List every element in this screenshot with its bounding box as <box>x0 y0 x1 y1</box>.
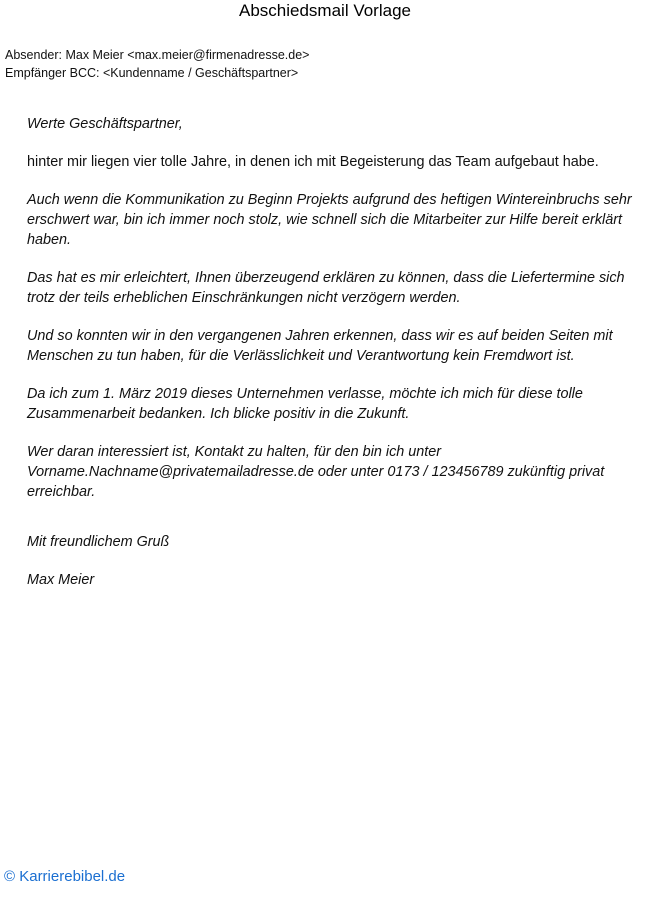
email-header <box>5 46 309 82</box>
page-title: Abschiedsmail Vorlage <box>239 1 411 20</box>
closing: Mit freundlichem Gruß <box>27 534 170 550</box>
paragraph-3: Das hat es mir erleichtert, Ihnen überzeugend erklären zu können, dass die Liefertermine sich trotz der teils erheblichen Einschränkungen nicht verzögern werden. <box>27 270 625 306</box>
recipient-line: Empfänger BCC: <Kundenname / Geschäftspartner> <box>5 66 299 80</box>
paragraph-6: Wer daran interessiert ist, Kontakt zu halten, für den bin ich unter Vorname.Nachname@privatemailadresse.de oder unter 0173 / 123456789 zukünftig privat erreichbar. <box>27 444 605 500</box>
paragraph-2: Auch wenn die Kommunikation zu Beginn Projekts aufgrund des heftigen Wintereinbruchs sehr erschwert war, bin ich immer noch stolz, wie schnell sich die Mitarbeiter zur Hilfe bereit erklärt haben. <box>27 192 632 248</box>
paragraph-5: Da ich zum 1. März 2019 dieses Unternehmen verlasse, möchte ich mich für diese tolle Zusammenarbeit bedanken. Ich blicke positiv in die Zukunft. <box>27 386 583 422</box>
sender-line: Absender: Max Meier <max.meier@firmenadresse.de> <box>5 48 310 62</box>
paragraph-1: hinter mir liegen vier tolle Jahre, in denen ich mit Begeisterung das Team aufgebaut habe. <box>27 154 599 170</box>
letter-body <box>27 114 649 590</box>
paragraph-4: Und so konnten wir in den vergangenen Jahren erkennen, dass wir es auf beiden Seiten mit Menschen zu tun haben, für die Verlässlichkeit und Verantwortung kein Fremdwort ist. <box>27 328 613 364</box>
signature: Max Meier <box>27 572 95 588</box>
copyright-credit-link[interactable]: © Karrierebibel.de <box>4 868 126 885</box>
salutation: Werte Geschäftspartner, <box>27 116 183 132</box>
